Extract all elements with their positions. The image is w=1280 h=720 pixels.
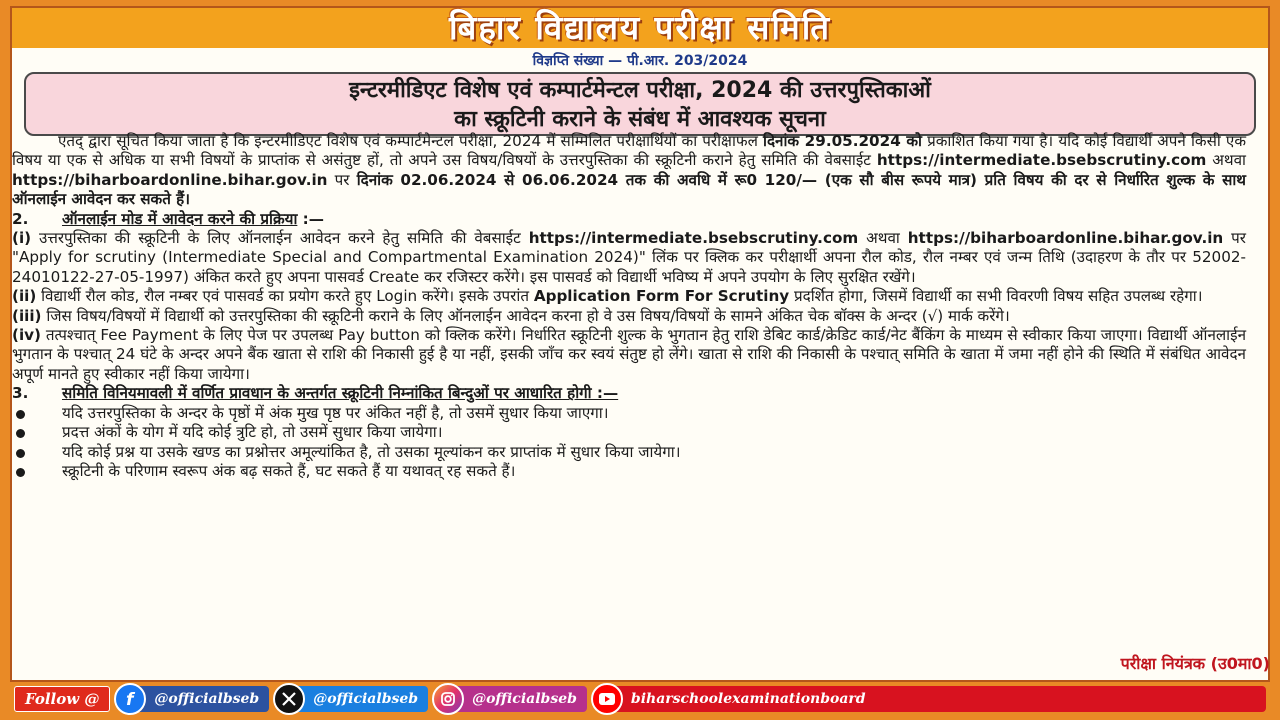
intro-paragraph: एतद् द्वारा सूचित किया जाता है कि इन्टरमीडिएट विशेष एवं कम्पार्टमेन्टल परीक्षा, 2024 में सम्मिलित परीक्षार्थियों का परीक्षाफल दिनांक 29.05.2024 को प्रकाशित किया गया है। यदि कोई विद्यार्थी अपने किसी एक विषय या एक से अधिक या सभी विषयों के प्राप्तांक से असंतुष्ट हों, तो अपने उस विषय/विषयों के उत्तरपुस्तिका की स्क्रूटिनी कराने हेतु समिति की वेबसाईट https://intermediate.bsebscrutiny.com अथवा https://biharboardonline.bihar.gov.in पर दिनांक 02.06.2024 से 06.06.2024 तक की अवधि में रू0 120/— (एक सौ बीस रूपये मात्र) प्रति विषय की दर से निर्धारित शुल्क के साथ ऑनलाईन आवेदन कर सकते हैं।	[12, 132, 1246, 209]
notice-number: विज्ञप्ति संख्या — पी.आर. 203/2024	[532, 53, 748, 69]
x-twitter-link[interactable]	[279, 686, 428, 712]
headline-line-2: का स्क्रूटिनी कराने के संबंध में आवश्यक सूचना	[454, 107, 826, 132]
youtube-icon	[591, 683, 623, 715]
x-icon	[273, 683, 305, 715]
section-3-heading: 3. समिति विनियमावली में वर्णित प्रावधान के अन्तर्गत स्क्रूटिनी निम्नांकित बिन्दुओं पर आधारित होगी :—	[12, 384, 619, 403]
notice-body	[12, 132, 1246, 481]
signature-controller: परीक्षा नियंत्रक (उ0मा0)	[1120, 654, 1270, 673]
bullet-icon	[16, 429, 25, 438]
instagram-link[interactable]	[438, 686, 587, 712]
notice-headline	[24, 72, 1256, 136]
step-i: (i) उत्तरपुस्तिका की स्क्रूटिनी के लिए ऑनलाईन आवेदन करने हेतु समिति की वेबसाईट https://intermediate.bsebscrutiny.com अथवा https://biharboardonline.bihar.gov.in पर "Apply for scrutiny (Intermediate Special and Compartmental Examination 2024)" लिंक पर क्लिक कर परीक्षार्थी अपना रौल कोड, रौल नम्बर एवं जन्म तिथि (उदाहरण के तौर पर 52002-24010122-27-05-1997) अंकित करते हुए अपना पासवर्ड Create कर रजिस्टर करेंगे। इस पासवर्ड को विद्यार्थी भविष्य में अपने उपयोग के लिए सुरक्षित रखेंगे।	[12, 229, 1246, 286]
facebook-link[interactable]	[120, 686, 269, 712]
youtube-handle: biharschoolexaminationboard	[630, 691, 866, 707]
list-item: यदि उत्तरपुस्तिका के अन्दर के पृष्ठों में अंक मुख पृष्ठ पर अंकित नहीं है, तो उसमें सुधार किया जाएगा।	[12, 404, 1246, 423]
x-handle: @officialbseb	[313, 691, 419, 707]
list-item: यदि कोई प्रश्न या उसके खण्ड का प्रश्नोत्तर अमूल्यांकित है, तो उसका मूल्यांकन कर प्राप्तांक में सुधार किया जायेगा।	[12, 443, 1246, 462]
step-iv: (iv) तत्पश्चात् Fee Payment के लिए पेज पर उपलब्ध Pay button को क्लिक करेंगे। निर्धारित स्क्रूटिनी शुल्क के भुगतान हेतु राशि डेबिट कार्ड/क्रेडिट कार्ड/नेट बैंकिंग के माध्यम से स्वीकार किया जाएगा। विद्यार्थी ऑनलाईन भुगतान के पश्चात् 24 घंटे के अन्दर अपने बैंक खाता से राशि की निकासी हुई है या नहीं, इसकी जाँच कर स्वयं संतुष्ट हो लेंगे। खाता से राशि की निकासी के पश्चात् समिति के खाता में जमा नहीं होने की स्थिति में संबंधित आवेदन अपूर्ण मानते हुए स्वीकार नहीं किया जायेगा।	[12, 326, 1246, 383]
follow-label: Follow @	[14, 686, 110, 712]
bullet-icon	[16, 449, 25, 458]
application-period: दिनांक 02.06.2024 से 06.06.2024 तक की अवधि में रू0 120/— (एक सौ बीस रूपये मात्र) प्रति विषय की दर से निर्धारित शुल्क के साथ ऑनलाईन आवेदन कर सकते हैं।	[12, 170, 1246, 209]
list-item: प्रदत्त अंकों के योग में यदि कोई त्रुटि हो, तो उसमें सुधार किया जायेगा।	[12, 423, 1246, 442]
instagram-icon	[432, 683, 464, 715]
step-i-url-2[interactable]: https://biharboardonline.bihar.gov.in	[907, 229, 1224, 248]
facebook-handle: @officialbseb	[154, 691, 260, 707]
list-item: स्क्रूटिनी के परिणाम स्वरूप अंक बढ़ सकते हैं, घट सकते हैं या यथावत् रह सकते हैं।	[12, 462, 1246, 481]
svg-text:f: f	[126, 690, 134, 708]
scrutiny-points-list	[12, 404, 1246, 482]
step-i-url-1[interactable]: https://intermediate.bsebscrutiny.com	[528, 229, 859, 248]
section-2-heading: 2. ऑनलाईन मोड में आवेदन करने की प्रक्रिया :—	[12, 209, 324, 228]
social-footer	[10, 684, 1270, 714]
bullet-icon	[16, 468, 25, 477]
bullet-icon	[16, 410, 25, 419]
board-url-link[interactable]: https://biharboardonline.bihar.gov.in	[12, 170, 328, 189]
step-ii: (ii) विद्यार्थी रौल कोड, रौल नम्बर एवं पासवर्ड का प्रयोग करते हुए Login करेंगे। इसके उपरांत Application Form For Scrutiny प्रदर्शित होगा, जिसमें विद्यार्थी का सभी विवरणी विषय सहित उपलब्ध रहेगा।	[12, 287, 1203, 306]
youtube-link[interactable]	[597, 686, 1266, 712]
step-iii: (iii) जिस विषय/विषयों में विद्यार्थी को उत्तरपुस्तिका की स्क्रूटिनी कराने के लिए ऑनलाईन आवेदन करना हो वे उस विषय/विषयों के सामने अंकित चेक बॉक्स के अन्दर (√) मार्क करेंगे।	[12, 306, 1010, 325]
instagram-handle: @officialbseb	[472, 691, 577, 707]
board-name-banner: बिहार विद्यालय परीक्षा समिति	[12, 8, 1268, 48]
scrutiny-url-link[interactable]: https://intermediate.bsebscrutiny.com	[876, 151, 1207, 170]
facebook-icon	[114, 683, 146, 715]
result-date: दिनांक 29.05.2024 को	[763, 132, 922, 150]
headline-line-1: इन्टरमीडिएट विशेष एवं कम्पार्टमेन्टल परीक्षा, 2024 की उत्तरपुस्तिकाओं	[349, 78, 931, 103]
